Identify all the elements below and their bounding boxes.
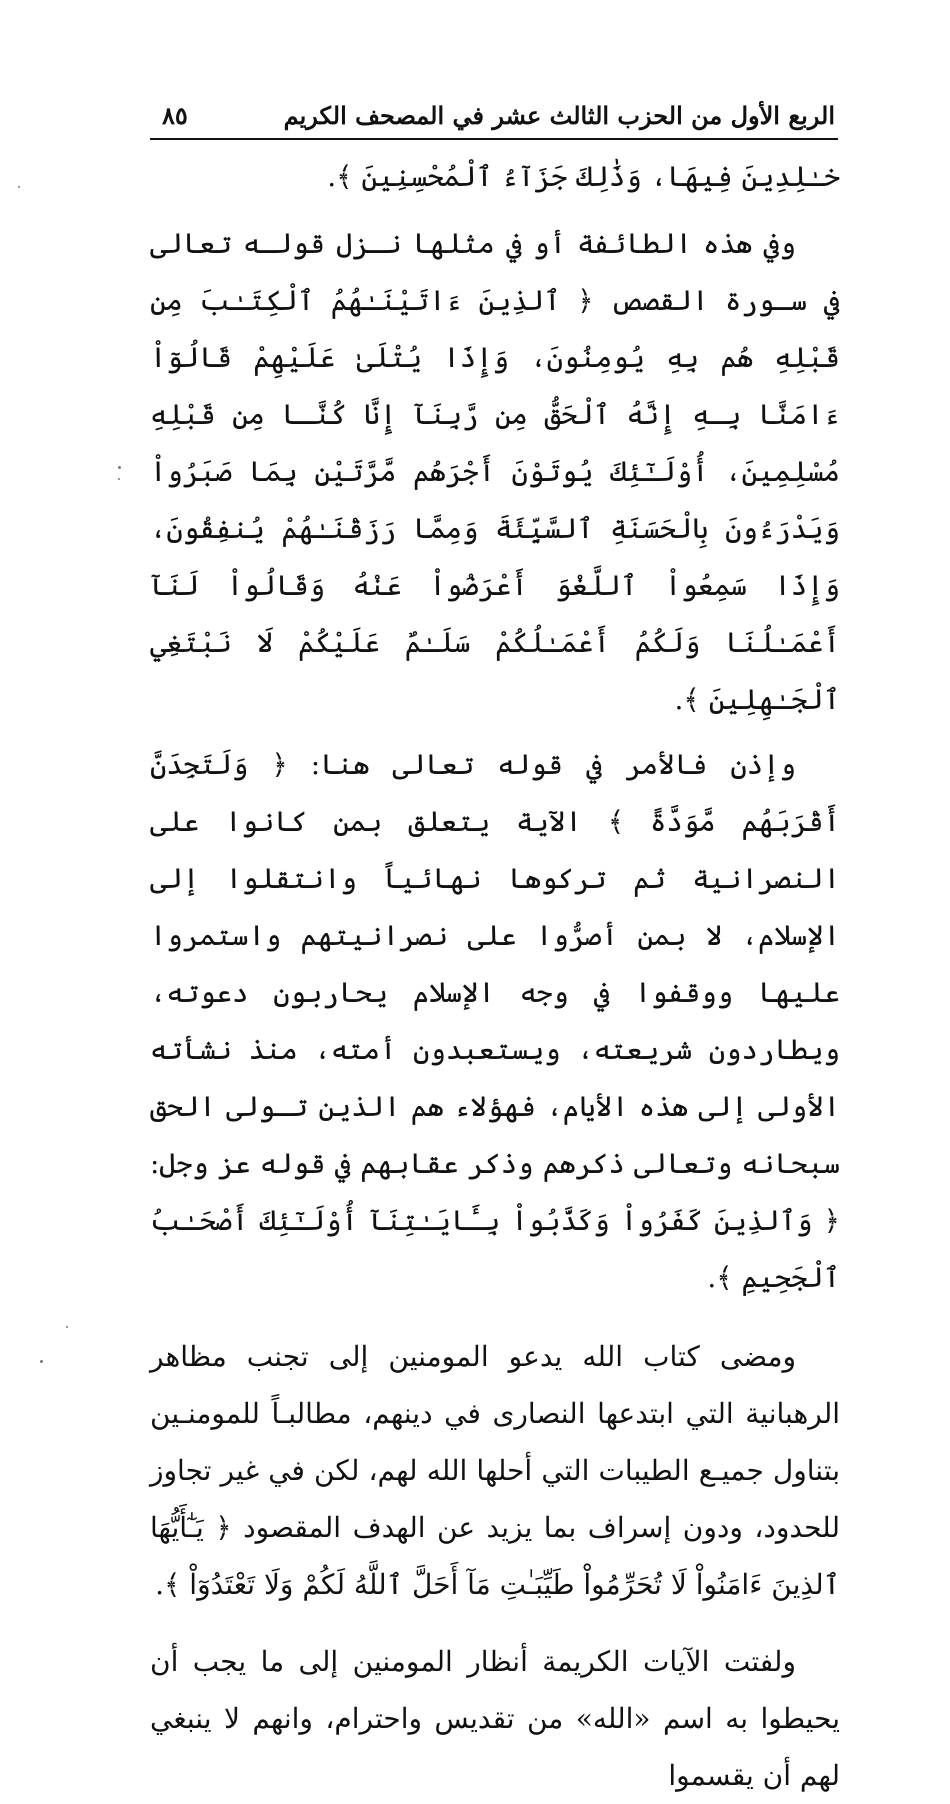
scan-speck [66, 1326, 68, 1328]
running-head-title: الربع الأول من الحزب الثالث عشر في المصحف الكريم [283, 101, 835, 130]
paragraph-closest-in-affection: وإذن فالأمر في قوله تعالى هنا: ﴿ وَلَتَجِدَنَّ أَقْرَبَهُم مَّوَدَّةً ﴾ الآية يتعلق بمن كانوا على النصرانية ثم تركوها نهائياً وانتقلوا إلى الإسلام، لا بمن أصرُّوا على نصرانيتهم واستمروا عليها ووقفوا في وجه الإسلام يحاربون دعوته، ويطاردون شريعته، ويستعبدون أمته، منذ نشأته الأولى إلى هذه الأيام، فهؤلاء هم الذين تـولى الحق سبحانه وتعالى ذكرهم وذكر عقابهم في قوله عز وجل: ﴿ وَٱلذِينَ كَفَرُواْ وَكَذَّبُواْ بِـَٔايَـٰتِنَآ أُوْلَـٰٓئِكَ أَصْحَـٰبُ ٱلْجَحِيمِ ﴾. [150, 748, 840, 1294]
scan-speck [40, 1360, 43, 1363]
scan-speck [118, 466, 121, 469]
page-number: ٨٥ [162, 101, 188, 130]
page-body [150, 148, 840, 1804]
header-divider [150, 138, 838, 140]
scan-speck [118, 478, 120, 480]
scan-speck [18, 186, 20, 188]
paragraph-name-of-allah: ولفتت الآيات الكريمة أنظار المومنين إلى ما يجب أن يحيطوا به اسم «الله» من تقديس واحترام، وانهم لا ينبغي لهم أن يقسموا [150, 1645, 840, 1792]
paragraph-surat-al-qasas: وفي هذه الطائفة أو في مثلها نـزل قولـه تعالى في سـورة القصص ﴿ ٱلذِينَ ءَاتَيْنَـٰهُمُ ٱلْكِتَـٰبَ مِن قَبْلِهِ هُم بِهِ يُومِنُونَ، وَإِذَا يُتْلَىٰ عَلَيْهِمْ قَالُوٓاْ ءَامَنَّا بِـهِ إِنَّهُ ٱلْحَقُّ مِن رَّبِنَآ إِنَّا كُنَّـا مِن قَبْلِهِ مُسْلِمِينَ، أُوْلَـٰٓئِكَ يُوتَوْنَ أَجْرَهُم مَّرَّتَيْنِ بِمَا صَبَرُواْ وَيَدْرَءُونَ بِالْحَسَنَةِ ٱلسَّيِّئَةَ وَمِمَّا رَزَقْنَـٰهُمْ يُنفِقُونَ، وَإِذَا سَمِعُواْ ٱللَّغْوَ أَعْرَضُواْ عَنْهُ وَقَالُواْ لَنَآ أَعْمَـٰلُنَا وَلَكُمُ أَعْمَـٰلُكُمْ سَلَـٰمٌ عَلَيْكُمْ لَا نَبْتَغِي ٱلْجَـٰهِلِينَ ﴾. [150, 227, 840, 716]
paragraph-monasticism: ومضى كتاب الله يدعو المومنين إلى تجنب مظاهر الرهبانية التي ابتدعها النصارى في دينهم، مطالبـاً للمومنـين بتناول جميـع الطيبات التي أحلها الله لهم، لكن في غير تجاوز للحدود، ودون إسراف بما يزيد عن الهدف المقصود ﴿ يَـٰٓأَيُّهَا ٱلذِينَ ءَامَنُواْ لَا تُحَرِّمُواْ طَيِّبَـٰتِ مَآ أَحَلَّ ٱللَّهُ لَكُمْ وَلَا تَعْتَدُوٓاْ ﴾. [150, 1340, 840, 1601]
page-header [150, 96, 835, 136]
paragraph-continuation: خـٰلِدِينَ فِيهَا، وَذَٰلِكَ جَزَآءُ ٱلْمُحْسِنِينَ ﴾. [327, 160, 840, 193]
